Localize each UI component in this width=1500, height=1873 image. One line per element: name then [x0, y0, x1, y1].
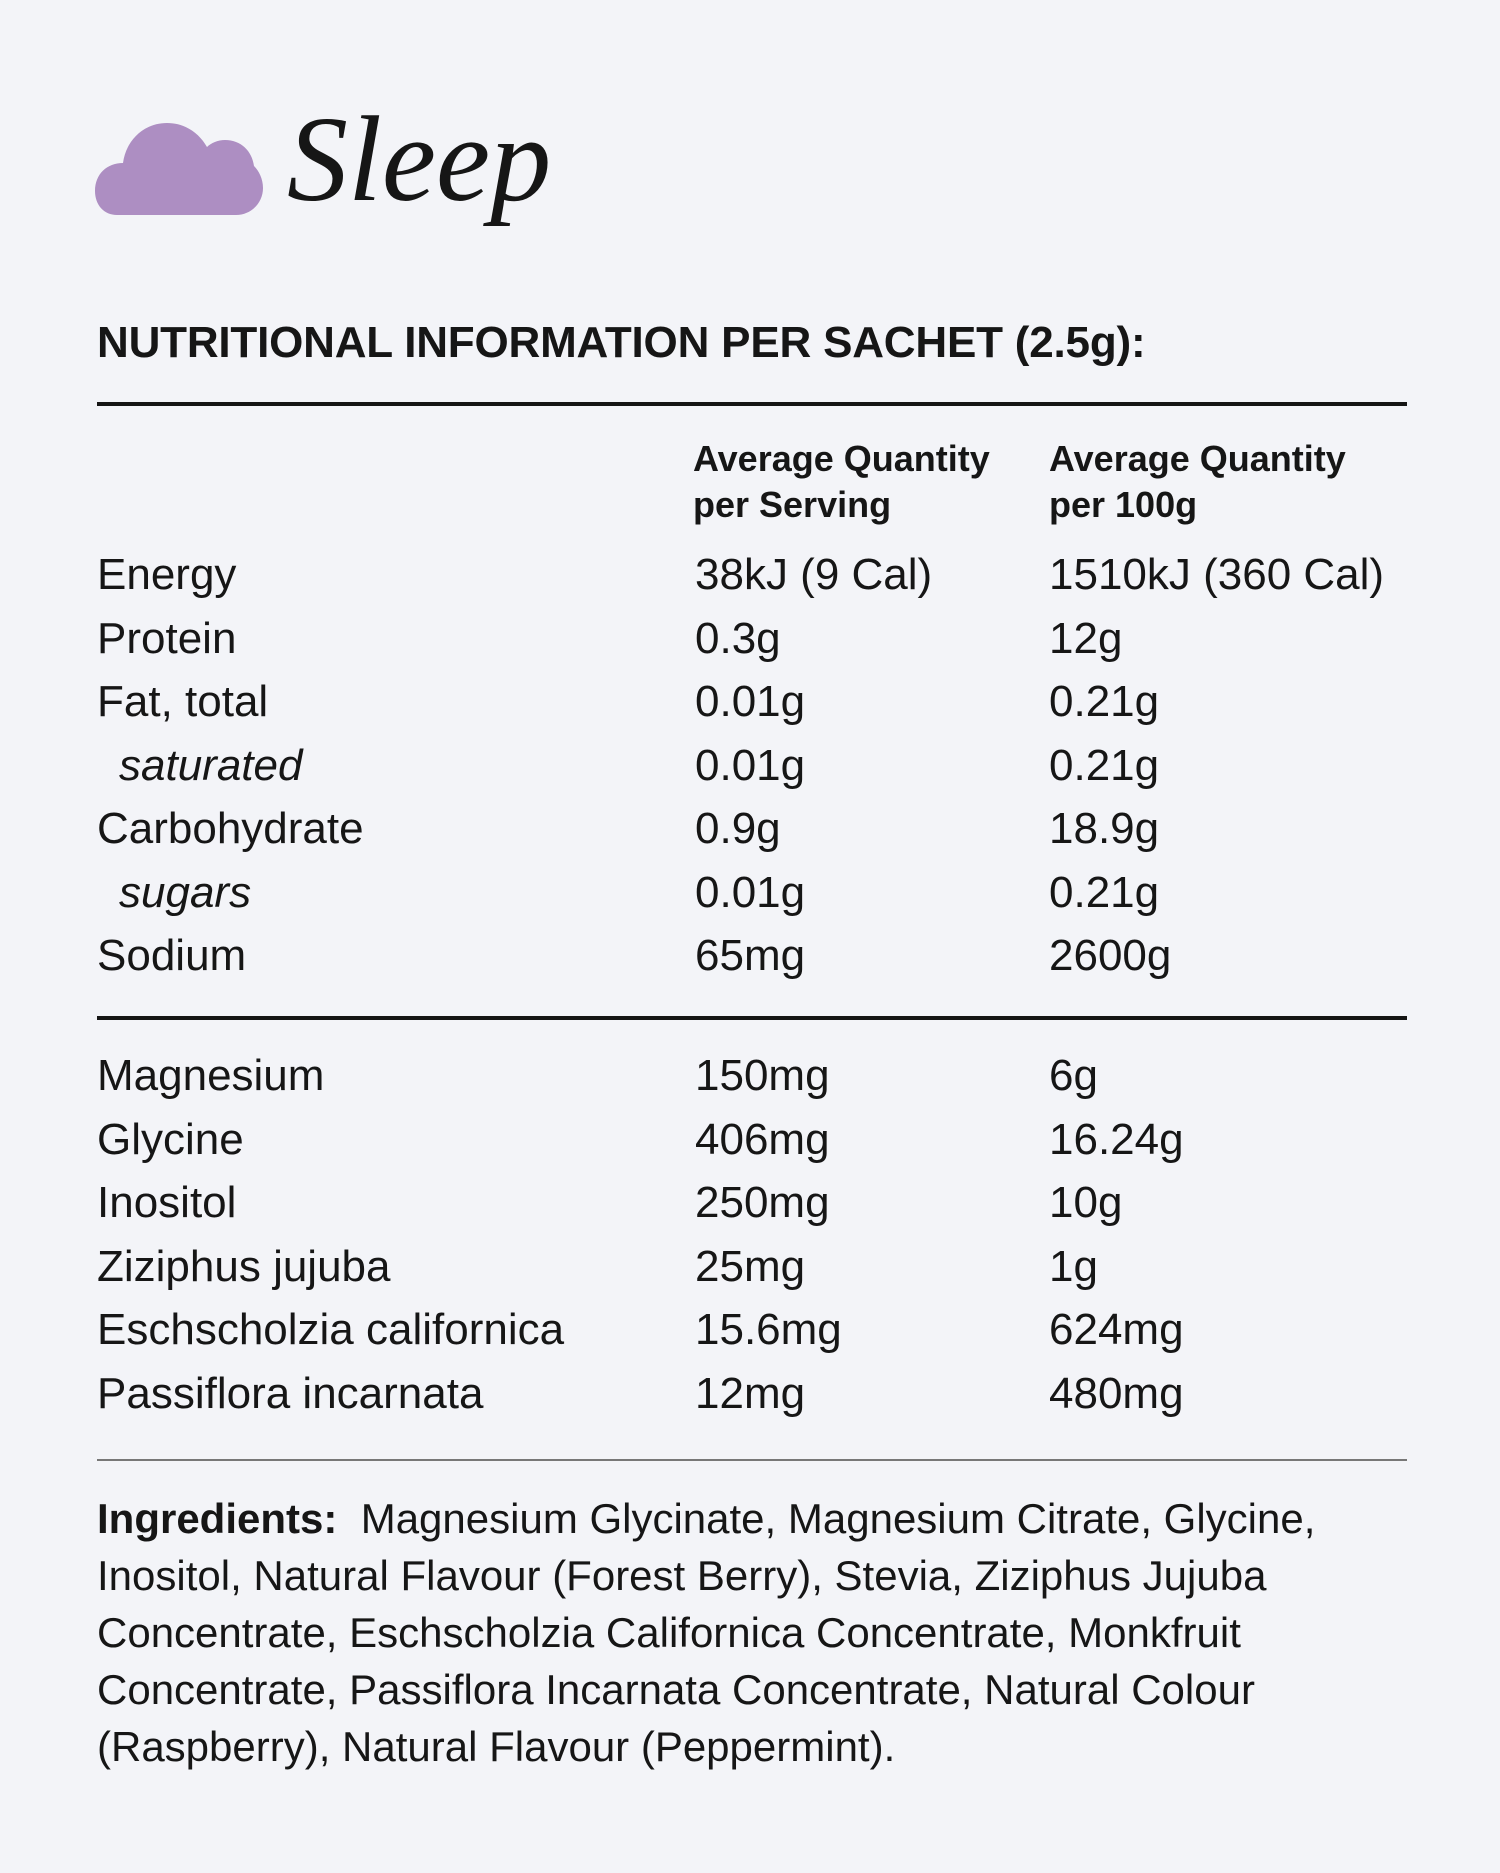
active-serving-value: 15.6mg: [695, 1305, 842, 1354]
active-per100-value: 16.24g: [1049, 1114, 1184, 1164]
active-per100-value: 10g: [1049, 1178, 1123, 1227]
nutrient-table: [97, 548, 1427, 993]
nutrient-per100-value: 18.9g: [1049, 804, 1160, 853]
nutrient-label: Fat, total: [97, 677, 269, 726]
nutrient-per100-value: 1510kJ (360 Cal): [1049, 550, 1385, 599]
brand-name: Sleep: [287, 92, 552, 227]
active-row-magnesium: [97, 1049, 1427, 1113]
nutrient-per100-value: 12g: [1049, 613, 1123, 663]
active-row-eschscholzia-californica: [97, 1303, 1427, 1367]
active-label: Glycine: [97, 1114, 244, 1164]
nutrient-serving-value: 38kJ (9 Cal): [695, 550, 933, 599]
nutrient-serving-value: 0.3g: [695, 613, 781, 663]
brand-header: [95, 88, 551, 238]
nutrient-row-saturated: [97, 739, 1427, 803]
active-row-ziziphus-jujuba: [97, 1240, 1427, 1304]
nutrient-serving-value: 65mg: [695, 931, 806, 980]
active-per100-value: 6g: [1049, 1051, 1098, 1100]
active-serving-value: 406mg: [695, 1114, 830, 1164]
active-serving-value: 12mg: [695, 1368, 806, 1418]
nutrient-row-fat-total: [97, 675, 1427, 739]
nutrient-serving-value: 0.01g: [695, 740, 806, 790]
divider-top: [97, 402, 1407, 406]
active-serving-value: 25mg: [695, 1241, 806, 1291]
nutrient-label: Protein: [97, 613, 237, 663]
nutrition-heading: NUTRITIONAL INFORMATION PER SACHET (2.5g):: [97, 318, 1146, 367]
ingredients-section: [97, 1490, 1427, 1775]
active-label: Ziziphus jujuba: [97, 1241, 391, 1291]
cloud-icon: [95, 103, 263, 223]
ingredients-label: Ingredients:: [97, 1495, 338, 1542]
active-serving-value: 150mg: [695, 1051, 830, 1100]
nutrient-per100-value: 2600g: [1049, 931, 1172, 980]
ingredients-text: Magnesium Glycinate, Magnesium Citrate, Glycine, Inositol, Natural Flavour (Forest Berry), Stevia, Ziziphus Jujuba Concentrate, Eschscholzia Californica Concentrate, Monkfruit Concentrate, Passiflora Incarnata Concentrate, Natural Colour (Raspberry), Natural Flavour (Peppermint).: [97, 1495, 1316, 1770]
nutrient-serving-value: 0.01g: [695, 867, 806, 917]
column-header-per-100g: Average Quantity per 100g: [1049, 438, 1346, 525]
active-label: Eschscholzia californica: [97, 1305, 565, 1354]
active-label: Inositol: [97, 1178, 237, 1227]
nutrient-per100-value: 0.21g: [1049, 740, 1160, 790]
nutrient-serving-value: 0.9g: [695, 804, 781, 853]
nutrient-row-energy: [97, 548, 1427, 612]
nutrient-label: Energy: [97, 550, 237, 599]
active-ingredients-table: [97, 1049, 1427, 1430]
nutrient-per100-value: 0.21g: [1049, 867, 1160, 917]
active-per100-value: 1g: [1049, 1241, 1098, 1291]
active-per100-value: 624mg: [1049, 1305, 1184, 1354]
nutrient-sublabel: sugars: [119, 867, 252, 917]
nutrient-row-protein: [97, 612, 1427, 676]
nutrient-serving-value: 0.01g: [695, 677, 806, 726]
active-row-inositol: [97, 1176, 1427, 1240]
divider-bottom: [97, 1459, 1407, 1461]
nutrient-row-sugars: [97, 866, 1427, 930]
active-label: Magnesium: [97, 1051, 325, 1100]
column-header-per-serving: Average Quantity per Serving: [693, 438, 990, 525]
nutrient-sublabel: saturated: [119, 740, 303, 790]
active-label: Passiflora incarnata: [97, 1368, 484, 1418]
active-row-passiflora-incarnata: [97, 1367, 1427, 1431]
divider-middle: [97, 1016, 1407, 1020]
nutrient-label: Carbohydrate: [97, 804, 364, 853]
active-serving-value: 250mg: [695, 1178, 830, 1227]
nutrient-label: Sodium: [97, 931, 247, 980]
nutrient-row-carbohydrate: [97, 802, 1427, 866]
nutrient-per100-value: 0.21g: [1049, 677, 1160, 726]
active-row-glycine: [97, 1113, 1427, 1177]
nutrient-row-sodium: [97, 929, 1427, 993]
active-per100-value: 480mg: [1049, 1368, 1184, 1418]
